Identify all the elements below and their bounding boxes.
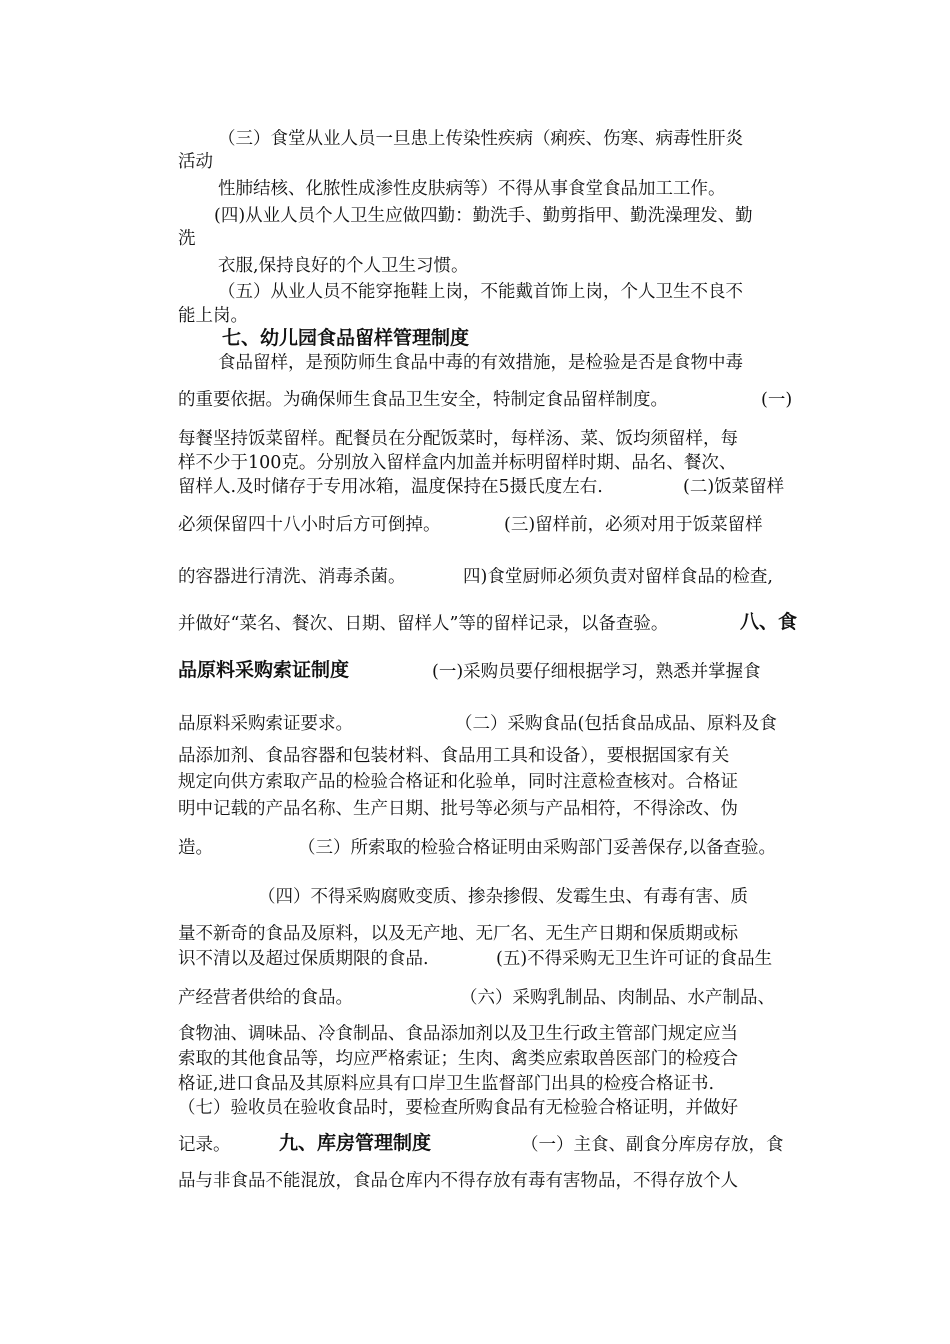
text-segment: 四)食堂厨师必须负责对留样食品的检查,	[463, 567, 773, 587]
paragraph-line: 性肺结核、化脓性成渗性皮肤病等）不得从事食堂食品加工工作。	[218, 179, 726, 199]
text-segment: 并做好“菜名、餐次、日期、留样人”等的留样记录，以备查验。	[178, 614, 669, 634]
paragraph-line: (四)从业人员个人卫生应做四勤：勤洗手、勤剪指甲、勤洗澡理发、勤	[214, 206, 753, 226]
paragraph-line: 索取的其他食品等，均应严格索证；生肉、禽类应索取兽医部门的检疫合	[178, 1049, 738, 1069]
text-segment: 造。	[178, 838, 213, 858]
paragraph-line: 样不少于100克。分别放入留样盒内加盖并标明留样时期、品名、餐次、	[178, 453, 737, 473]
paragraph-line: 衣服,保持良好的个人卫生习惯。	[218, 256, 469, 276]
paragraph-line: 量不新奇的食品及原料，以及无产地、无厂名、无生产日期和保质期或标	[178, 924, 738, 944]
paragraph-line: 能上岗。	[178, 306, 248, 326]
paragraph-line: 明中记载的产品名称、生产日期、批号等必须与产品相符，不得涂改、伪	[178, 799, 738, 819]
text-segment: (二)饭菜留样	[683, 477, 785, 497]
text-segment: 的容器进行清洗、消毒杀菌。	[178, 567, 406, 587]
paragraph-line: 每餐坚持饭菜留样。配餐员在分配饭菜时，每样汤、菜、饭均须留样，每	[178, 429, 738, 449]
text-segment: （三）所索取的检验合格证明由采购部门妥善保存,以备查验。	[298, 838, 777, 858]
text-segment: （一）主食、副食分库房存放，食	[521, 1135, 784, 1155]
paragraph-line: 格证,进口食品及其原料应具有口岸卫生监督部门出具的检疫合格证书.	[178, 1074, 715, 1094]
text-segment: 的重要依据。为确保师生食品卫生安全，特制定食品留样制度。	[178, 390, 668, 410]
paragraph-line: （七）验收员在验收食品时，要检查所购食品有无检验合格证明，并做好	[178, 1098, 738, 1118]
paragraph-line: 食品留样，是预防师生食品中毒的有效措施，是检验是否是食物中毒	[218, 353, 743, 373]
text-segment: (一)	[761, 390, 793, 410]
text-segment: (一)采购员要仔细根据学习，熟悉并掌握食	[432, 662, 761, 682]
paragraph-line: 洗	[178, 229, 196, 249]
section-heading: 八、食	[740, 611, 798, 633]
text-segment: （二）采购食品(包括食品成品、原料及食	[455, 714, 777, 734]
paragraph-line: 品与非食品不能混放，食品仓库内不得存放有毒有害物品，不得存放个人	[178, 1171, 738, 1191]
text-segment: 识不清以及超过保质期限的食品.	[178, 949, 429, 969]
paragraph-line: 活动	[178, 152, 213, 172]
text-segment: 产经营者供给的食品。	[178, 988, 353, 1008]
paragraph-line: 规定向供方索取产品的检验合格证和化验单，同时注意检查核对。合格证	[178, 772, 738, 792]
text-segment: (三)留样前，必须对用于饭菜留样	[504, 515, 763, 535]
paragraph-line: （五）从业人员不能穿拖鞋上岗，不能戴首饰上岗，个人卫生不良不	[218, 282, 743, 302]
paragraph-line: （三）食堂从业人员一旦患上传染性疾病（痢疾、伤寒、病毒性肝炎	[218, 129, 743, 149]
section-heading: 品原料采购索证制度	[178, 659, 350, 681]
section-heading: 九、库房管理制度	[279, 1132, 432, 1154]
text-segment: 记录。	[178, 1135, 231, 1155]
paragraph-line: 食物油、调味品、冷食制品、食品添加剂以及卫生行政主管部门规定应当	[178, 1024, 738, 1044]
text-segment: 品原料采购索证要求。	[178, 714, 353, 734]
text-segment: (五)不得采购无卫生许可证的食品生	[496, 949, 773, 969]
section-heading: 七、幼儿园食品留样管理制度	[222, 327, 470, 349]
text-segment: （六）采购乳制品、肉制品、水产制品、	[460, 988, 775, 1008]
paragraph-line: （四）不得采购腐败变质、掺杂掺假、发霉生虫、有毒有害、质	[258, 887, 748, 907]
text-segment: 必须保留四十八小时后方可倒掉。	[178, 515, 441, 535]
paragraph-line: 品添加剂、食品容器和包装材料、食品用工具和设备），要根据国家有关	[178, 746, 730, 766]
text-segment: 留样人.及时储存于专用冰箱，温度保持在5摄氏度左右.	[178, 477, 603, 497]
